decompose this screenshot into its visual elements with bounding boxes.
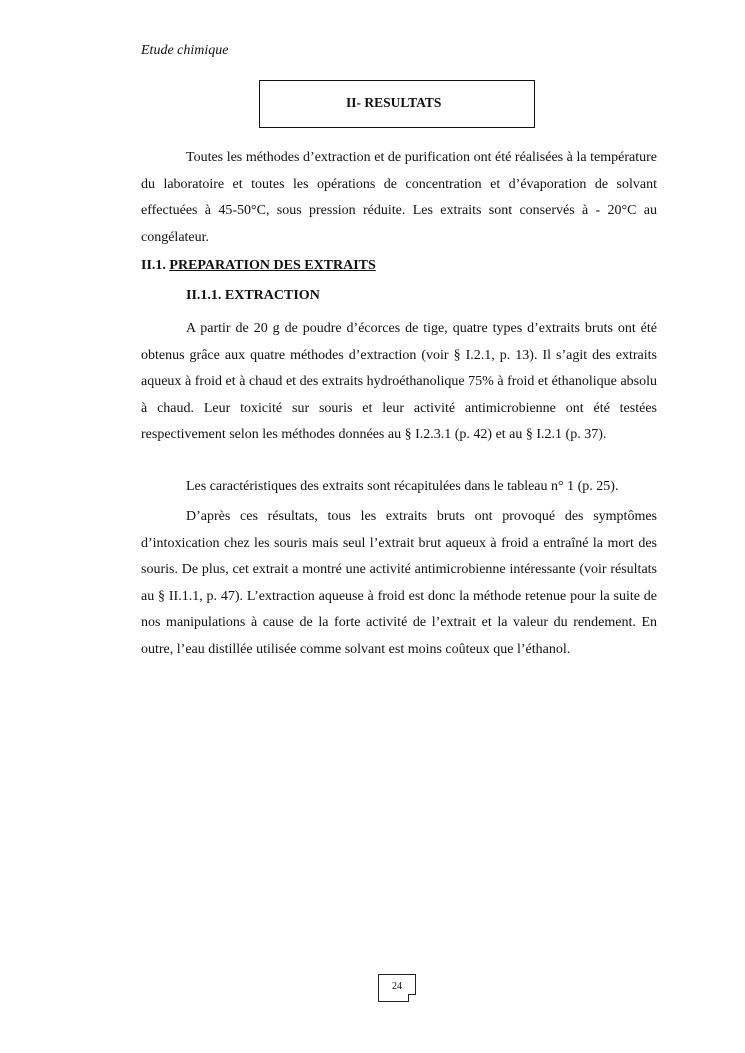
page-number: 24 xyxy=(392,981,402,992)
paragraph-extraction: A partir de 20 g de poudre d’écorces de tige, quatre types d’extraits bruts ont été obtenus grâce aux quatre méthodes d’extraction (voir § I.2.1, p. 13). Il s’agit des extraits aqueux à froid et à chaud et des extraits hydroéthanolique 75% à froid et éthanolique absolu à chaud. Leur toxicité sur souris et leur activité antimicrobienne ont été testées respectivement selon les méthodes données au § I.2.3.1 (p. 42) et au § I.2.1 (p. 37). xyxy=(141,321,657,442)
section-title: PREPARATION DES EXTRAITS xyxy=(169,258,376,273)
section-heading xyxy=(141,258,376,274)
title-box xyxy=(259,80,535,128)
intro-paragraph: Toutes les méthodes d’extraction et de purification ont été réalisées à la température du laboratoire et toutes les opérations de concentration et d’évaporation de solvant effectuées à 45-50°C, sous pression réduite. Les extraits sont conservés à - 20°C au congélateur. xyxy=(141,150,657,245)
page-title: II- RESULTATS xyxy=(346,95,442,110)
running-header: Etude chimique xyxy=(141,43,229,58)
folded-corner-decoration xyxy=(408,994,416,1002)
page-number-box xyxy=(378,974,416,1002)
paragraph-results: D’après ces résultats, tous les extraits bruts ont provoqué des symptômes d’intoxication chez les souris mais seul l’extrait brut aqueux à froid a entraîné la mort des souris. De plus, cet extrait a montré une activité antimicrobienne intéressante (voir résultats au § II.1.1, p. 47). L’extraction aqueuse à froid est donc la méthode retenue pour la suite de nos manipulations à cause de la forte activité de l’extrait et la valeur du rendement. En outre, l’eau distillée utilisée comme solvant est moins coûteux que l’éthanol. xyxy=(141,509,657,657)
paragraph-characteristics: Les caractéristiques des extraits sont récapitulées dans le tableau n° 1 (p. 25). xyxy=(186,479,619,494)
subsection-heading: II.1.1. EXTRACTION xyxy=(186,288,320,303)
section-number: II.1. xyxy=(141,258,170,273)
